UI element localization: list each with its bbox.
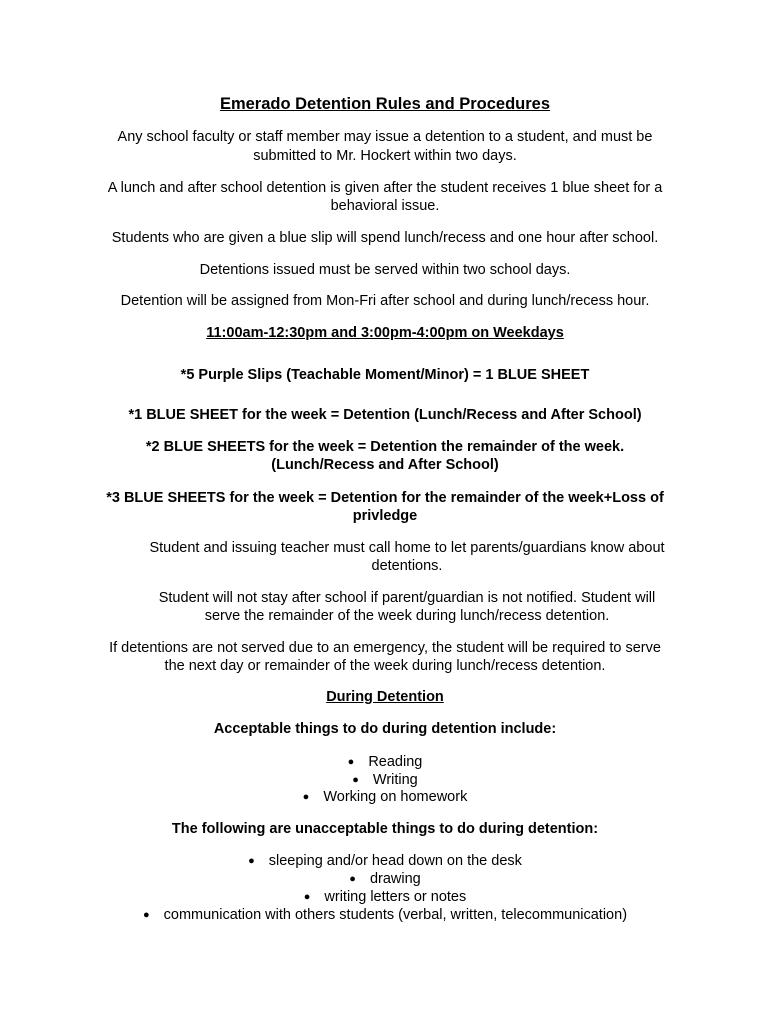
- paragraph-line: serve the remainder of the week during lunch/recess detention.: [204, 608, 610, 624]
- list-item-label: Reading: [368, 754, 423, 770]
- paragraph-line: Students who are given a blue slip will spend lunch/recess and one hour after school.: [111, 230, 659, 246]
- paragraph-line: If detentions are not served due to an emergency, the student will be required to serve: [109, 640, 661, 656]
- rule-line: *1 BLUE SHEET for the week = Detention (Lunch/Recess and After School): [128, 407, 642, 423]
- paragraph-line: A lunch and after school detention is given after the student receives 1 blue sheet for a: [107, 180, 663, 196]
- list-item: [0, 771, 770, 789]
- paragraph-line: Detention will be assigned from Mon-Fri after school and during lunch/recess hour.: [120, 293, 650, 309]
- list-item: [0, 788, 770, 806]
- rule-line: privledge: [352, 508, 418, 524]
- paragraph-line: detentions.: [371, 558, 443, 574]
- bullet-icon: ●: [302, 791, 310, 803]
- paragraph-line: Student will not stay after school if parent/guardian is not notified. Student will: [158, 590, 656, 606]
- paragraph-line: behavioral issue.: [330, 198, 440, 214]
- rule-line: *3 BLUE SHEETS for the week = Detention for the remainder of the week+Loss of: [106, 490, 664, 506]
- list-item: [0, 906, 770, 924]
- rule-line: (Lunch/Recess and After School): [271, 457, 499, 473]
- section-heading: Acceptable things to do during detention include:: [213, 721, 557, 737]
- bullet-icon: ●: [303, 891, 311, 903]
- bullet-icon: ●: [142, 909, 150, 921]
- list-item-label: Working on homework: [323, 789, 468, 805]
- list-item-label: sleeping and/or head down on the desk: [268, 853, 522, 869]
- list-item: [0, 753, 770, 771]
- list-item-label: Writing: [372, 772, 418, 788]
- list-item: [0, 852, 770, 870]
- paragraph-line: Detentions issued must be served within two school days.: [199, 262, 571, 278]
- list-item: [0, 870, 770, 888]
- list-item-label: writing letters or notes: [324, 889, 467, 905]
- section-heading: During Detention: [326, 689, 444, 705]
- paragraph-line: Student and issuing teacher must call home to let parents/guardians know about: [149, 540, 665, 556]
- paragraph-line: the next day or remainder of the week during lunch/recess detention.: [164, 658, 606, 674]
- bullet-icon: ●: [352, 774, 359, 786]
- rule-line: *2 BLUE SHEETS for the week = Detention the remainder of the week.: [145, 439, 625, 455]
- rule-line: *5 Purple Slips (Teachable Moment/Minor) = 1 BLUE SHEET: [180, 367, 590, 383]
- list-item-label: communication with others students (verbal, written, telecommunication): [163, 907, 628, 923]
- paragraph-line: submitted to Mr. Hockert within two days.: [253, 148, 517, 164]
- page-title: Emerado Detention Rules and Procedures: [219, 95, 551, 113]
- list-item: [0, 888, 770, 906]
- bullet-icon: ●: [347, 756, 355, 768]
- paragraph-line: Any school faculty or staff member may issue a detention to a student, and must be: [117, 129, 653, 145]
- section-heading: The following are unacceptable things to do during detention:: [171, 821, 599, 837]
- bullet-icon: ●: [349, 873, 356, 885]
- bullet-icon: ●: [248, 855, 255, 867]
- hours-heading: 11:00am-12:30pm and 3:00pm-4:00pm on Weekdays: [206, 325, 564, 341]
- list-item-label: drawing: [369, 871, 421, 887]
